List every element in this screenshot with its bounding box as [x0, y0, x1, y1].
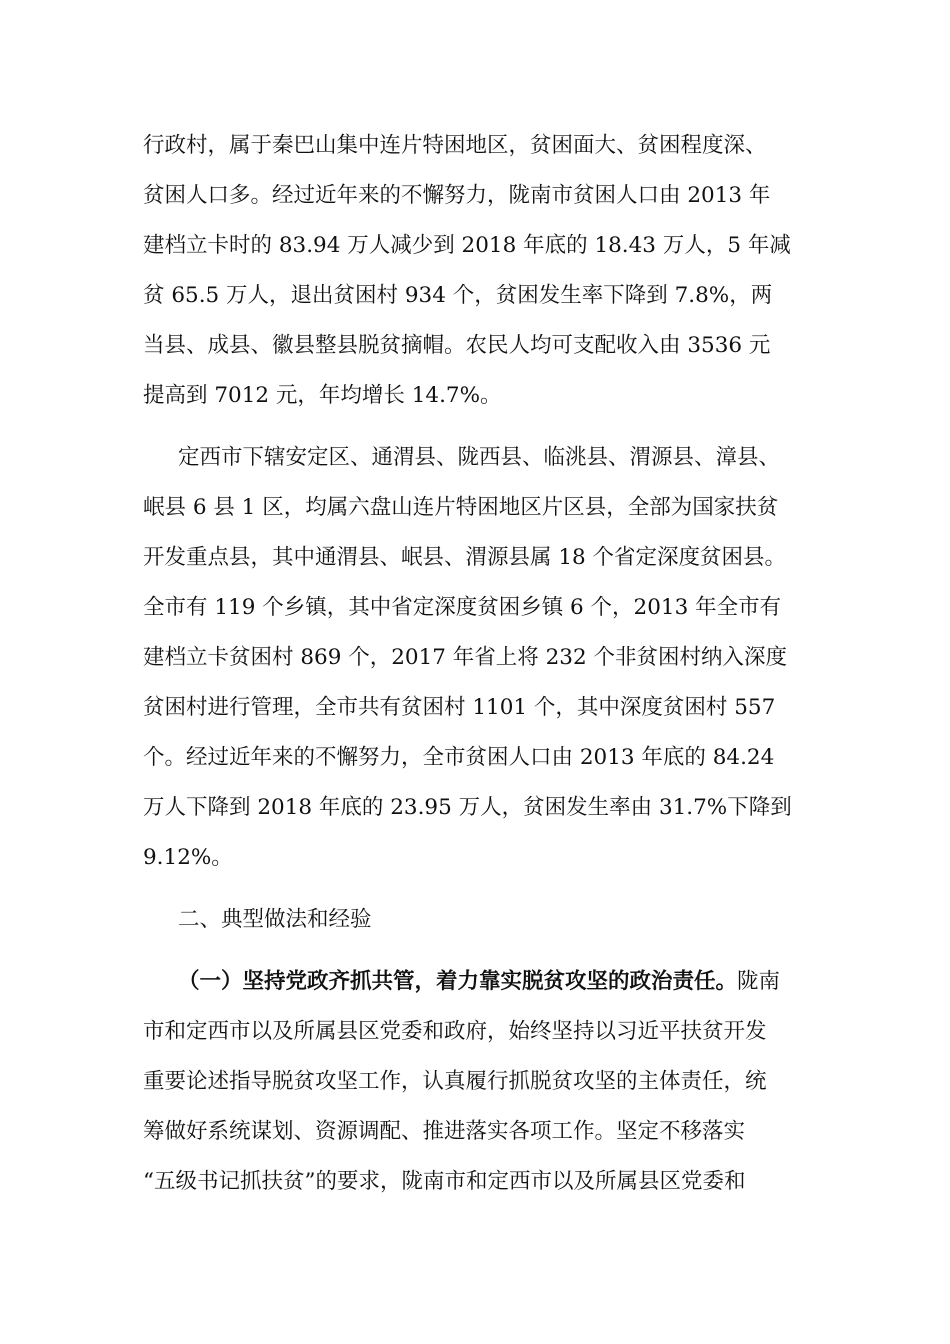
paragraph-practice-one: [143, 964, 811, 1214]
text-line: 贫困人口多。经过近年来的不懈努力，陇南市贫困人口由 2013 年: [143, 183, 771, 208]
text-line: 提高到 7012 元，年均增长 14.7%。: [143, 383, 502, 408]
paragraph-longnan-overview: [143, 128, 811, 428]
text-line: 行政村，属于秦巴山集中连片特困地区，贫困面大、贫困程度深、: [143, 133, 767, 158]
text-line: “五级书记抓扶贫”的要求，陇南市和定西市以及所属县区党委和: [143, 1169, 746, 1194]
text-line: 建档立卡贫困村 869 个，2017 年省上将 232 个非贫困村纳入深度: [143, 645, 787, 670]
section-heading: 二、典型做法和经验: [178, 907, 372, 932]
text-line: [143, 964, 811, 1014]
text-line: 岷县 6 县 1 区，均属六盘山连片特困地区片区县，全部为国家扶贫: [143, 495, 779, 520]
text-line: 定西市下辖安定区、通渭县、陇西县、临洮县、渭源县、漳县、: [178, 445, 781, 470]
text-line: 贫困村进行管理，全市共有贫困村 1101 个，其中深度贫困村 557: [143, 695, 776, 720]
text-line: 当县、成县、徽县整县脱贫摘帽。农民人均可支配收入由 3536 元: [143, 333, 771, 358]
text-line: 筹做好系统谋划、资源调配、推进落实各项工作。坚定不移落实: [143, 1119, 746, 1144]
text-tail: 陇南: [737, 969, 781, 994]
document-page: [143, 128, 811, 1214]
text-line: 市和定西市以及所属县区党委和政府，始终坚持以习近平扶贫开发: [143, 1019, 767, 1044]
paragraph-dingxi-overview: [143, 440, 811, 890]
text-line: 万人下降到 2018 年底的 23.95 万人，贫困发生率由 31.7%下降到: [143, 795, 792, 820]
text-line: 个。经过近年来的不懈努力，全市贫困人口由 2013 年底的 84.24: [143, 745, 775, 770]
text-line: 9.12%。: [143, 845, 233, 870]
text-line: 全市有 119 个乡镇，其中省定深度贫困乡镇 6 个，2013 年全市有: [143, 595, 782, 620]
bold-lead-sentence: （一）坚持党政齐抓共管，着力靠实脱贫攻坚的政治责任。: [178, 969, 738, 994]
text-line: 建档立卡时的 83.94 万人减少到 2018 年底的 18.43 万人，5 年减: [143, 233, 791, 258]
text-line: 重要论述指导脱贫攻坚工作，认真履行抓脱贫攻坚的主体责任，统: [143, 1069, 767, 1094]
text-line: 开发重点县，其中通渭县、岷县、渭源县属 18 个省定深度贫困县。: [143, 545, 787, 570]
text-line: 贫 65.5 万人，退出贫困村 934 个，贫困发生率下降到 7.8%，两: [143, 283, 773, 308]
